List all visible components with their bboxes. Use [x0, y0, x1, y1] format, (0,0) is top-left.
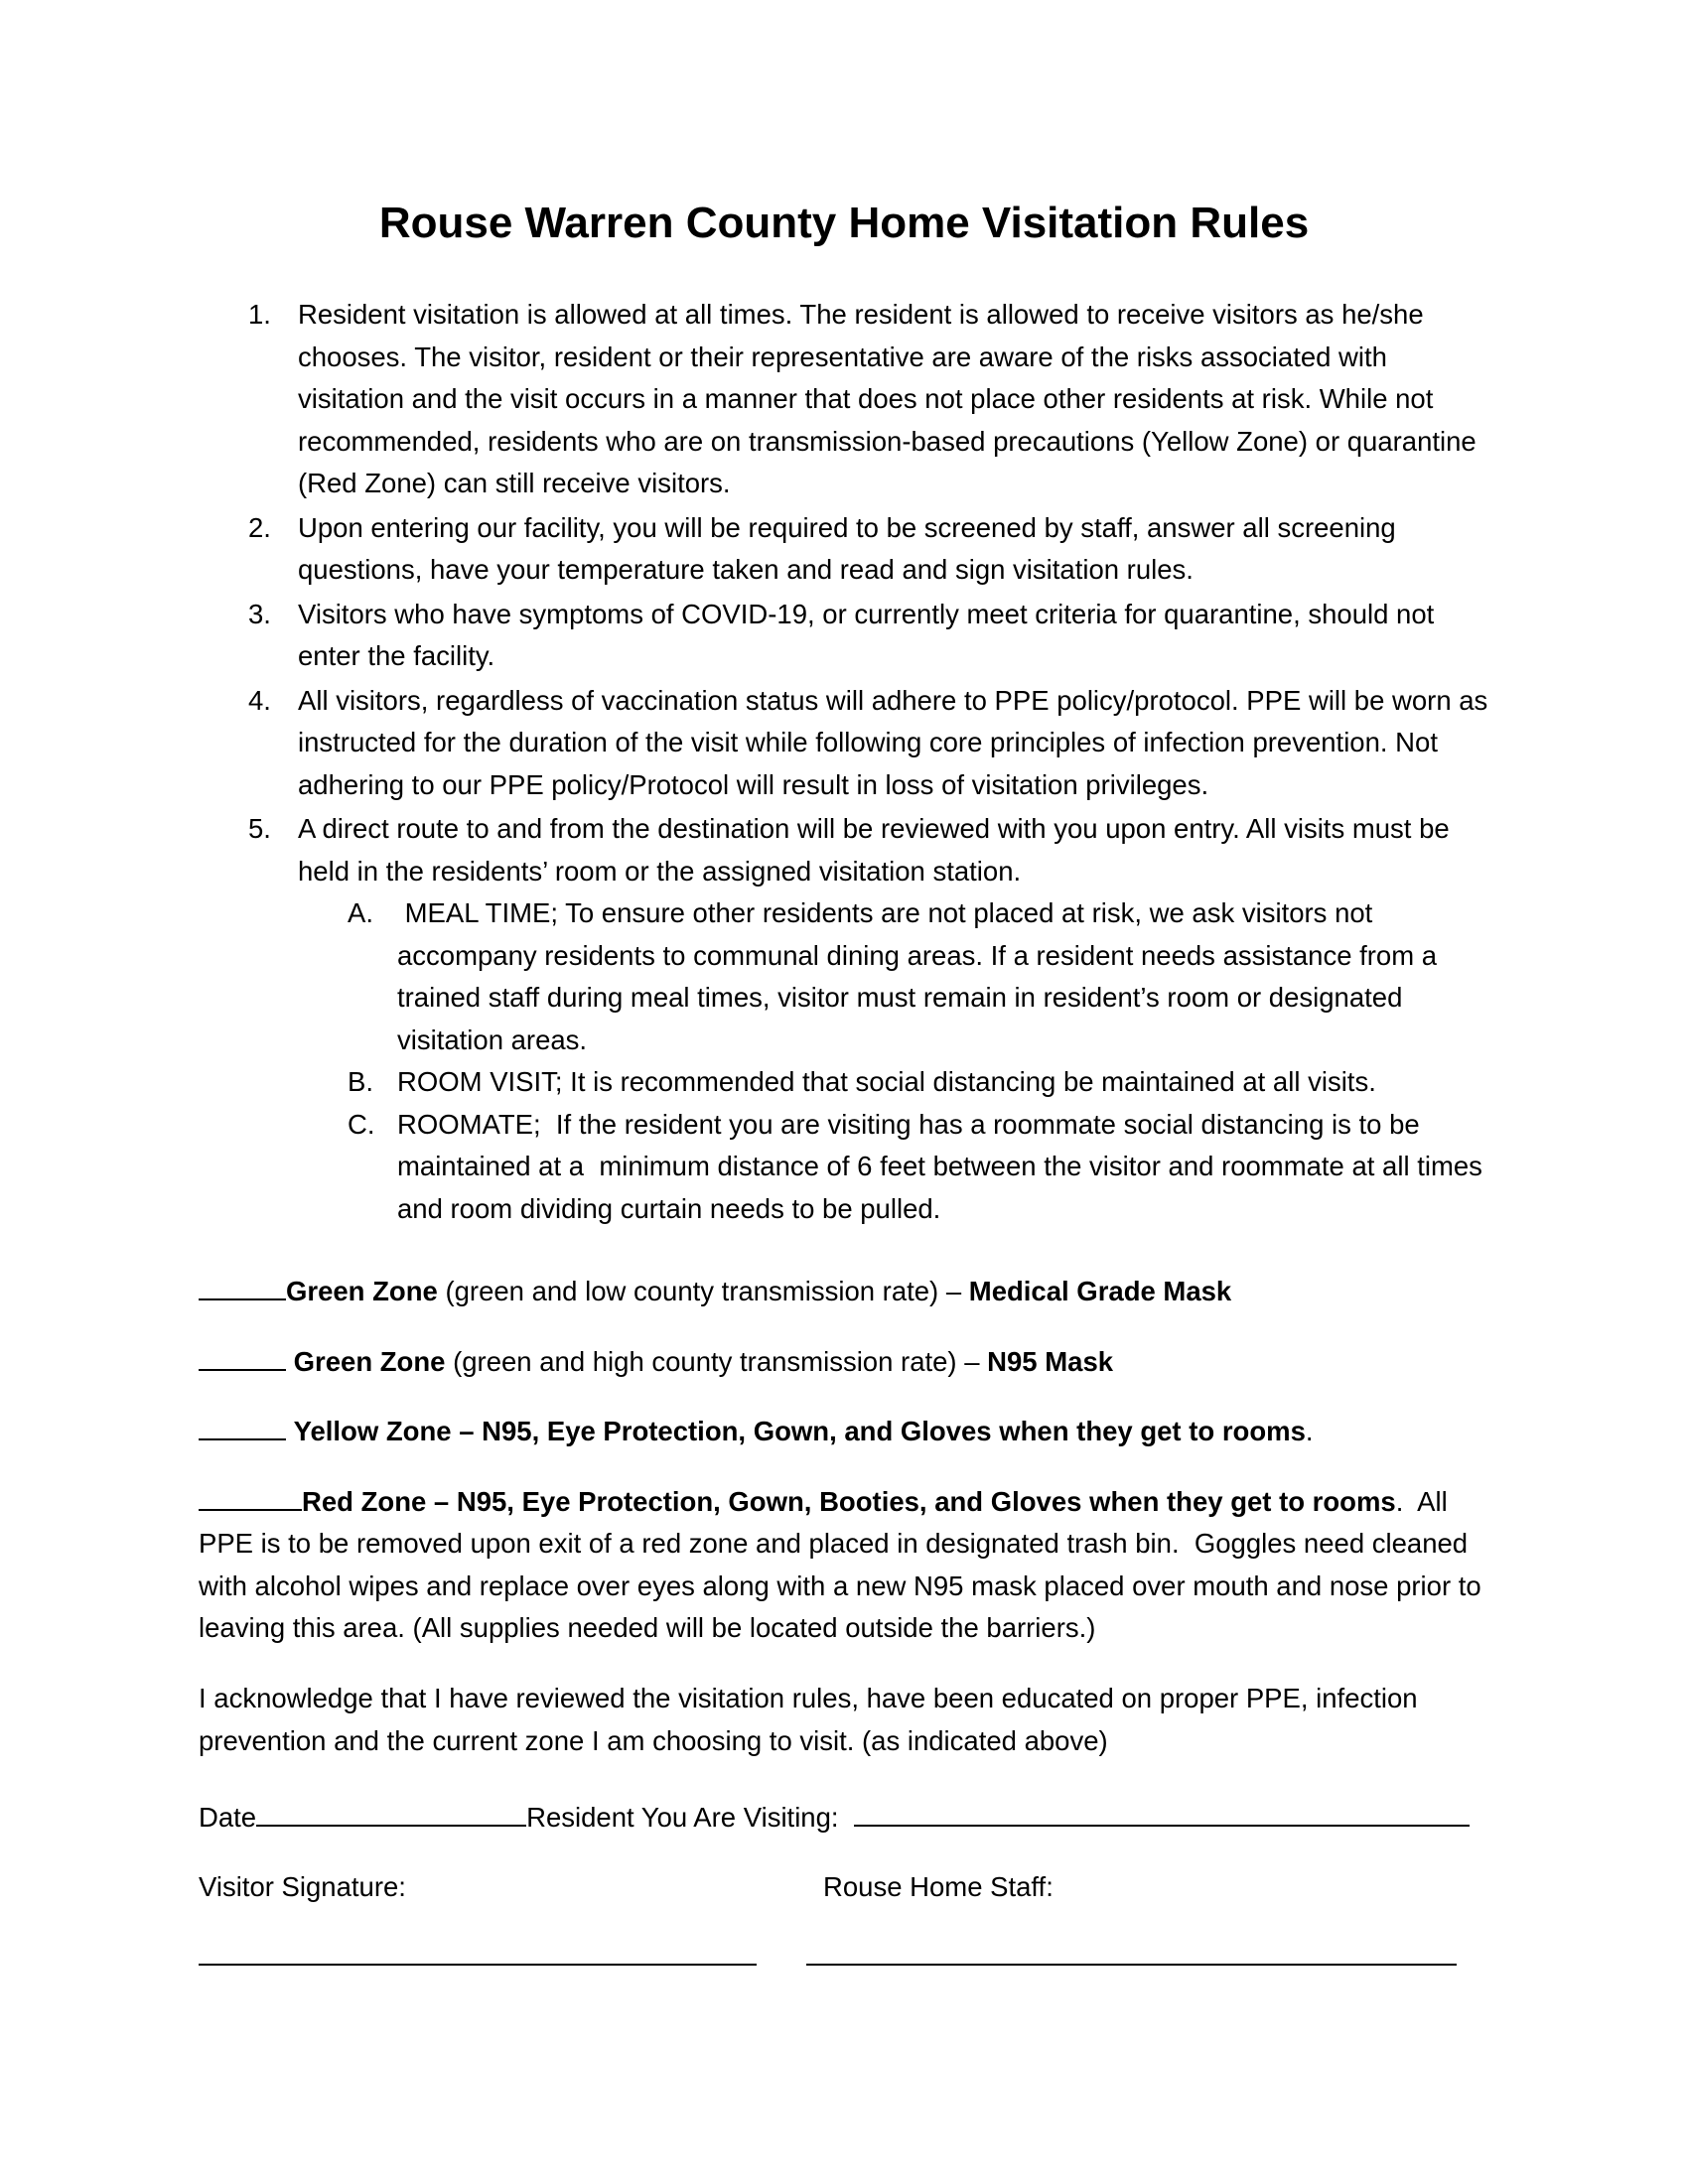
- zone-option-green-high: [199, 1341, 1489, 1384]
- date-field[interactable]: [256, 1799, 526, 1827]
- zone-option-yellow: [199, 1411, 1489, 1453]
- subrule-letter: C.: [348, 1108, 375, 1140]
- subrule-item: [348, 892, 1489, 1061]
- subrule-item: [348, 1061, 1489, 1104]
- rule-text: Visitors who have symptoms of COVID-19, or currently meet criteria for quarantine, should not enter the facility.: [298, 598, 1435, 671]
- visitor-signature-field[interactable]: [199, 1964, 757, 1966]
- zone-option-green-low: [199, 1271, 1489, 1313]
- rule-text: Resident visitation is allowed at all times. The resident is allowed to receive visitors as he/she chooses. The visitor, resident or their representative are aware of the risks associated with visitation and the visit occurs in a manner that does not place other residents at risk. While not recommended, residents who are on transmission-based precautions (Yellow Zone) or quarantine (Red Zone) can still receive visitors.: [298, 299, 1477, 498]
- rule-item: [248, 294, 1489, 505]
- date-label: Date: [199, 1802, 257, 1833]
- zone-checklist: [199, 1271, 1489, 1650]
- visitor-signature-label: Visitor Signature:: [199, 1871, 406, 1902]
- subrules-list: [348, 892, 1489, 1230]
- zone-label: Green Zone: [286, 1276, 438, 1306]
- zone-label: Red Zone – N95, Eye Protection, Gown, Booties, and Gloves when they get to rooms: [302, 1485, 1396, 1517]
- staff-label: Rouse Home Staff:: [823, 1871, 1054, 1902]
- zone-check-blank[interactable]: [199, 1273, 286, 1300]
- rule-item: [248, 594, 1489, 678]
- zone-requirement: N95 Mask: [987, 1345, 1114, 1377]
- rule-text: All visitors, regardless of vaccination status will adhere to PPE policy/protocol. PPE will be worn as instructed for the duration of the visit while following core principles of infection prevention. Not adhering to our PPE policy/Protocol will result in loss of visitation privileges.: [298, 684, 1488, 800]
- rule-item: [248, 507, 1489, 592]
- rule-number: 2.: [248, 511, 271, 543]
- subrule-text: ROOM VISIT; It is recommended that social distancing be maintained at all visits.: [397, 1066, 1376, 1097]
- subrule-item: [348, 1104, 1489, 1231]
- rules-list: [248, 294, 1489, 1232]
- rule-number: 1.: [248, 299, 271, 330]
- zone-check-blank[interactable]: [199, 1483, 302, 1511]
- zone-tail: . All PPE is to be removed upon exit of a red zone and placed in designated trash bin. Goggles need cleaned with alcohol wipes and replace over eyes along with a new N95 mask placed over mouth and nose prior to leaving this area. (All supplies needed will be located outside the barriers.): [199, 1485, 1489, 1643]
- rule-text: A direct route to and from the destination will be reviewed with you upon entry. All visits must be held in the residents’ room or the assigned visitation station.: [298, 813, 1450, 887]
- zone-detail: (green and high county transmission rate) –: [445, 1345, 988, 1377]
- date-resident-row: [199, 1797, 1489, 1840]
- zone-check-blank[interactable]: [199, 1413, 286, 1440]
- zone-label: Green Zone: [293, 1345, 446, 1377]
- staff-signature-field[interactable]: [806, 1964, 1457, 1966]
- rule-number: 5.: [248, 813, 271, 844]
- subrule-letter: B.: [348, 1066, 373, 1097]
- rule-number: 3.: [248, 598, 271, 629]
- rule-item: [248, 680, 1489, 807]
- zone-detail: (green and low county transmission rate) –: [437, 1276, 969, 1306]
- acknowledgement-text: I acknowledge that I have reviewed the visitation rules, have been educated on proper PPE, infection prevention and the current zone I am choosing to visit. (as indicated above): [199, 1683, 1418, 1756]
- zone-label: Yellow Zone – N95, Eye Protection, Gown, and Gloves when they get to rooms: [293, 1416, 1306, 1446]
- rule-text: Upon entering our facility, you will be required to be screened by staff, answer all screening questions, have your temperature taken and read and sign visitation rules.: [298, 511, 1396, 585]
- resident-field[interactable]: [854, 1799, 1470, 1827]
- subrule-letter: A.: [348, 897, 373, 928]
- zone-check-blank[interactable]: [199, 1343, 286, 1371]
- zone-tail: .: [1305, 1416, 1314, 1446]
- subrule-text: ROOMATE; If the resident you are visiting has a roommate social distancing is to be maintained at a minimum distance of 6 feet between the visitor and roommate at all times and room dividing curtain needs to be pulled.: [397, 1108, 1490, 1224]
- document-title: Rouse Warren County Home Visitation Rules: [378, 199, 1310, 247]
- rule-item: [248, 808, 1489, 1230]
- zone-requirement: Medical Grade Mask: [968, 1276, 1232, 1306]
- rule-number: 4.: [248, 684, 271, 716]
- subrule-text: MEAL TIME; To ensure other residents are not placed at risk, we ask visitors not accompany residents to communal dining areas. If a resident needs assistance from a trained staff during meal times, visitor must remain in resident’s room or designated visitation areas.: [397, 897, 1445, 1055]
- resident-label: Resident You Are Visiting:: [526, 1802, 839, 1833]
- zone-option-red: [199, 1481, 1489, 1650]
